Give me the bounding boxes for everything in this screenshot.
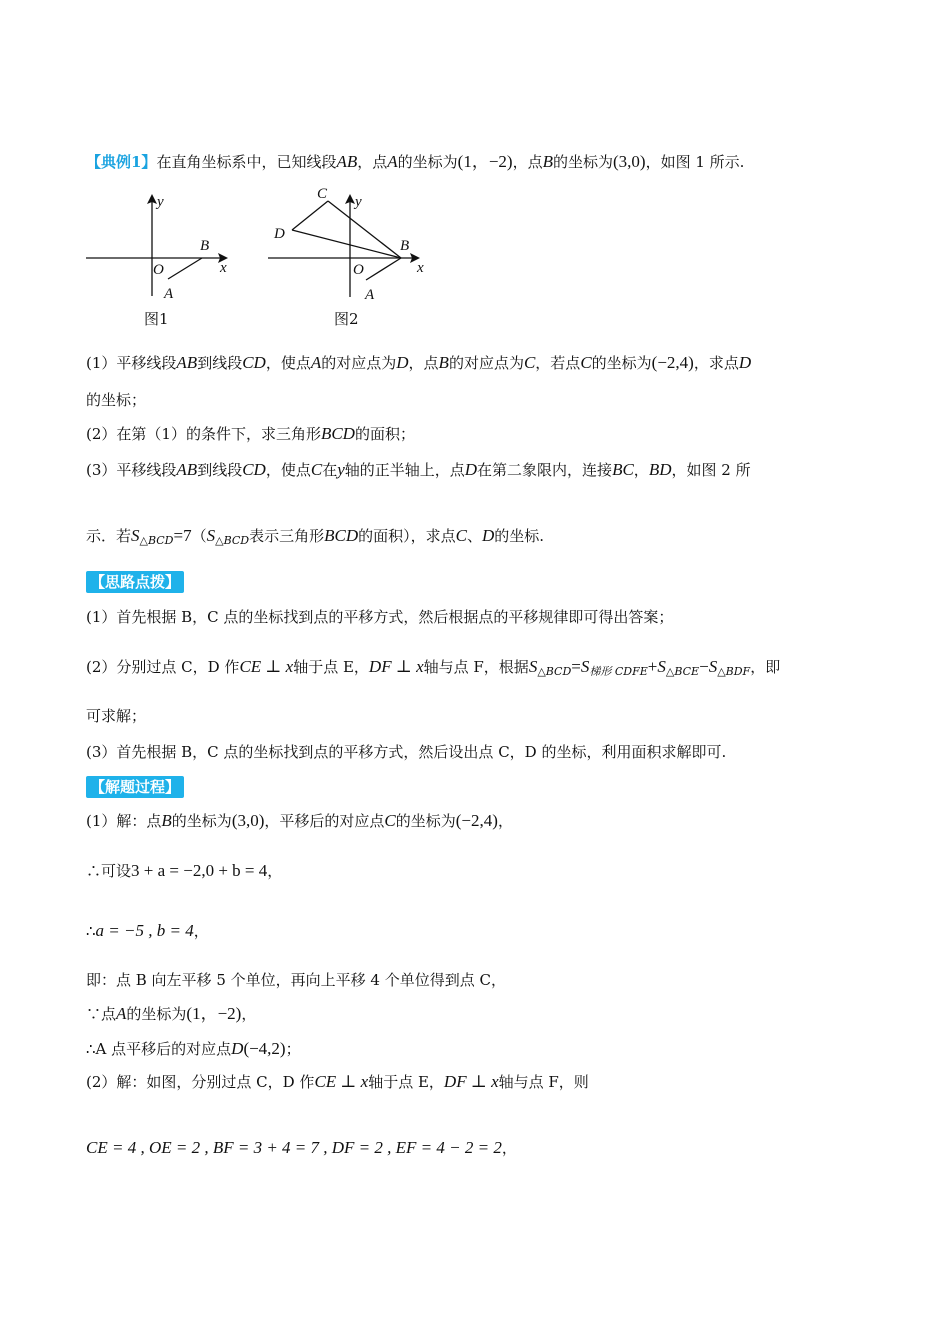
example-statement: 【典例1】在直角坐标系中，已知线段AB，点A的坐标为(1，−2)，点B的坐标为(3,0)，如图 1 所示. [86,152,745,171]
fig2-label-y: y [355,194,362,210]
fig1-label-b: B [200,238,210,254]
solution-6: ∴A 点平移后的对应点D(−4,2)； [86,1039,301,1058]
fig2-label-x: x [417,260,424,276]
fig1-caption: 图1 [144,310,169,328]
question-2: (2）在第（1）的条件下，求三角形BCD的面积； [86,424,415,443]
hint-1: (1）首先根据 B，C 点的坐标找到点的平移方式，然后根据点的平移规律即可得出答案； [86,608,674,626]
question-3: (3）平移线段AB到线段CD，使点C在y轴的正半轴上，点D在第二象限内，连接BC，BD，如图 2 所 [86,460,751,479]
question-1-cont: 的坐标； [86,391,147,409]
example-tag: 【典例1】 [86,153,157,171]
fig2-label-a: A [365,287,375,303]
fig2-caption: 图2 [334,310,359,328]
hint-3: (3）首先根据 B，C 点的坐标找到点的平移方式，然后设出点 C，D 的坐标，利用面积求解即可. [86,743,727,761]
fig2-label-d: D [274,226,285,242]
fig2-label-o: O [353,262,364,278]
figure-2 [266,184,436,340]
hint-2-cont: 可求解； [86,707,147,725]
fig2-segment-bd [292,230,401,258]
figure-1 [84,190,244,340]
solution-4: 即：点 B 向左平移 5 个单位，再向上平移 4 个单位得到点 C， [86,971,506,989]
fig1-label-o: O [153,262,164,278]
solution-5: ∵点A的坐标为(1，−2)， [86,1004,257,1023]
fig1-label-y: y [157,194,164,210]
question-3-cont: 示．若$S_{\triangle BCD}=7(S_{\triangle BCD}$表示三角形BCD的面积），求点C、D的坐标. [86,526,545,547]
solution-2: ∴可设3 + a = −2,0 + b = 4， [86,861,283,880]
hint-2: (2）分别过点 C，D 作CE ⊥ x轴于点 E，DF ⊥ x轴与点 F，根据$S_{\triangle BCD}=S_{梯形 CDFE}+S_{\triangle BCE}-S_{\triangle BDF}$，即 [86,657,781,678]
solution-8: CE = 4 , OE = 2 , BF = 3 + 4 = 7 , DF = 2 , EF = 4 − 2 = 2， [86,1138,517,1157]
solution-badge: 【解题过程】 [86,776,184,798]
solution-1: (1）解：点B的坐标为(3,0)，平移后的对应点C的坐标为(−2,4)， [86,811,513,830]
solution-7: (2）解：如图，分别过点 C，D 作CE ⊥ x轴于点 E，DF ⊥ x轴与点 F，则 [86,1072,589,1091]
fig2-label-c: C [317,186,328,202]
fig2-segment-bc [328,201,401,258]
fig1-label-x: x [220,260,227,276]
fig2-segment-cd [292,201,328,230]
fig1-label-a: A [164,286,174,302]
hint-badge: 【思路点拨】 [86,571,184,593]
fig1-segment-ab [168,258,202,279]
fig2-label-b: B [400,238,410,254]
question-1: (1）平移线段AB到线段CD，使点A的对应点为D，点B的对应点为C，若点C的坐标为(−2,4)，求点D [86,353,752,372]
fig2-segment-ab [366,258,401,280]
solution-3: ∴a = −5 , b = 4， [86,921,209,940]
